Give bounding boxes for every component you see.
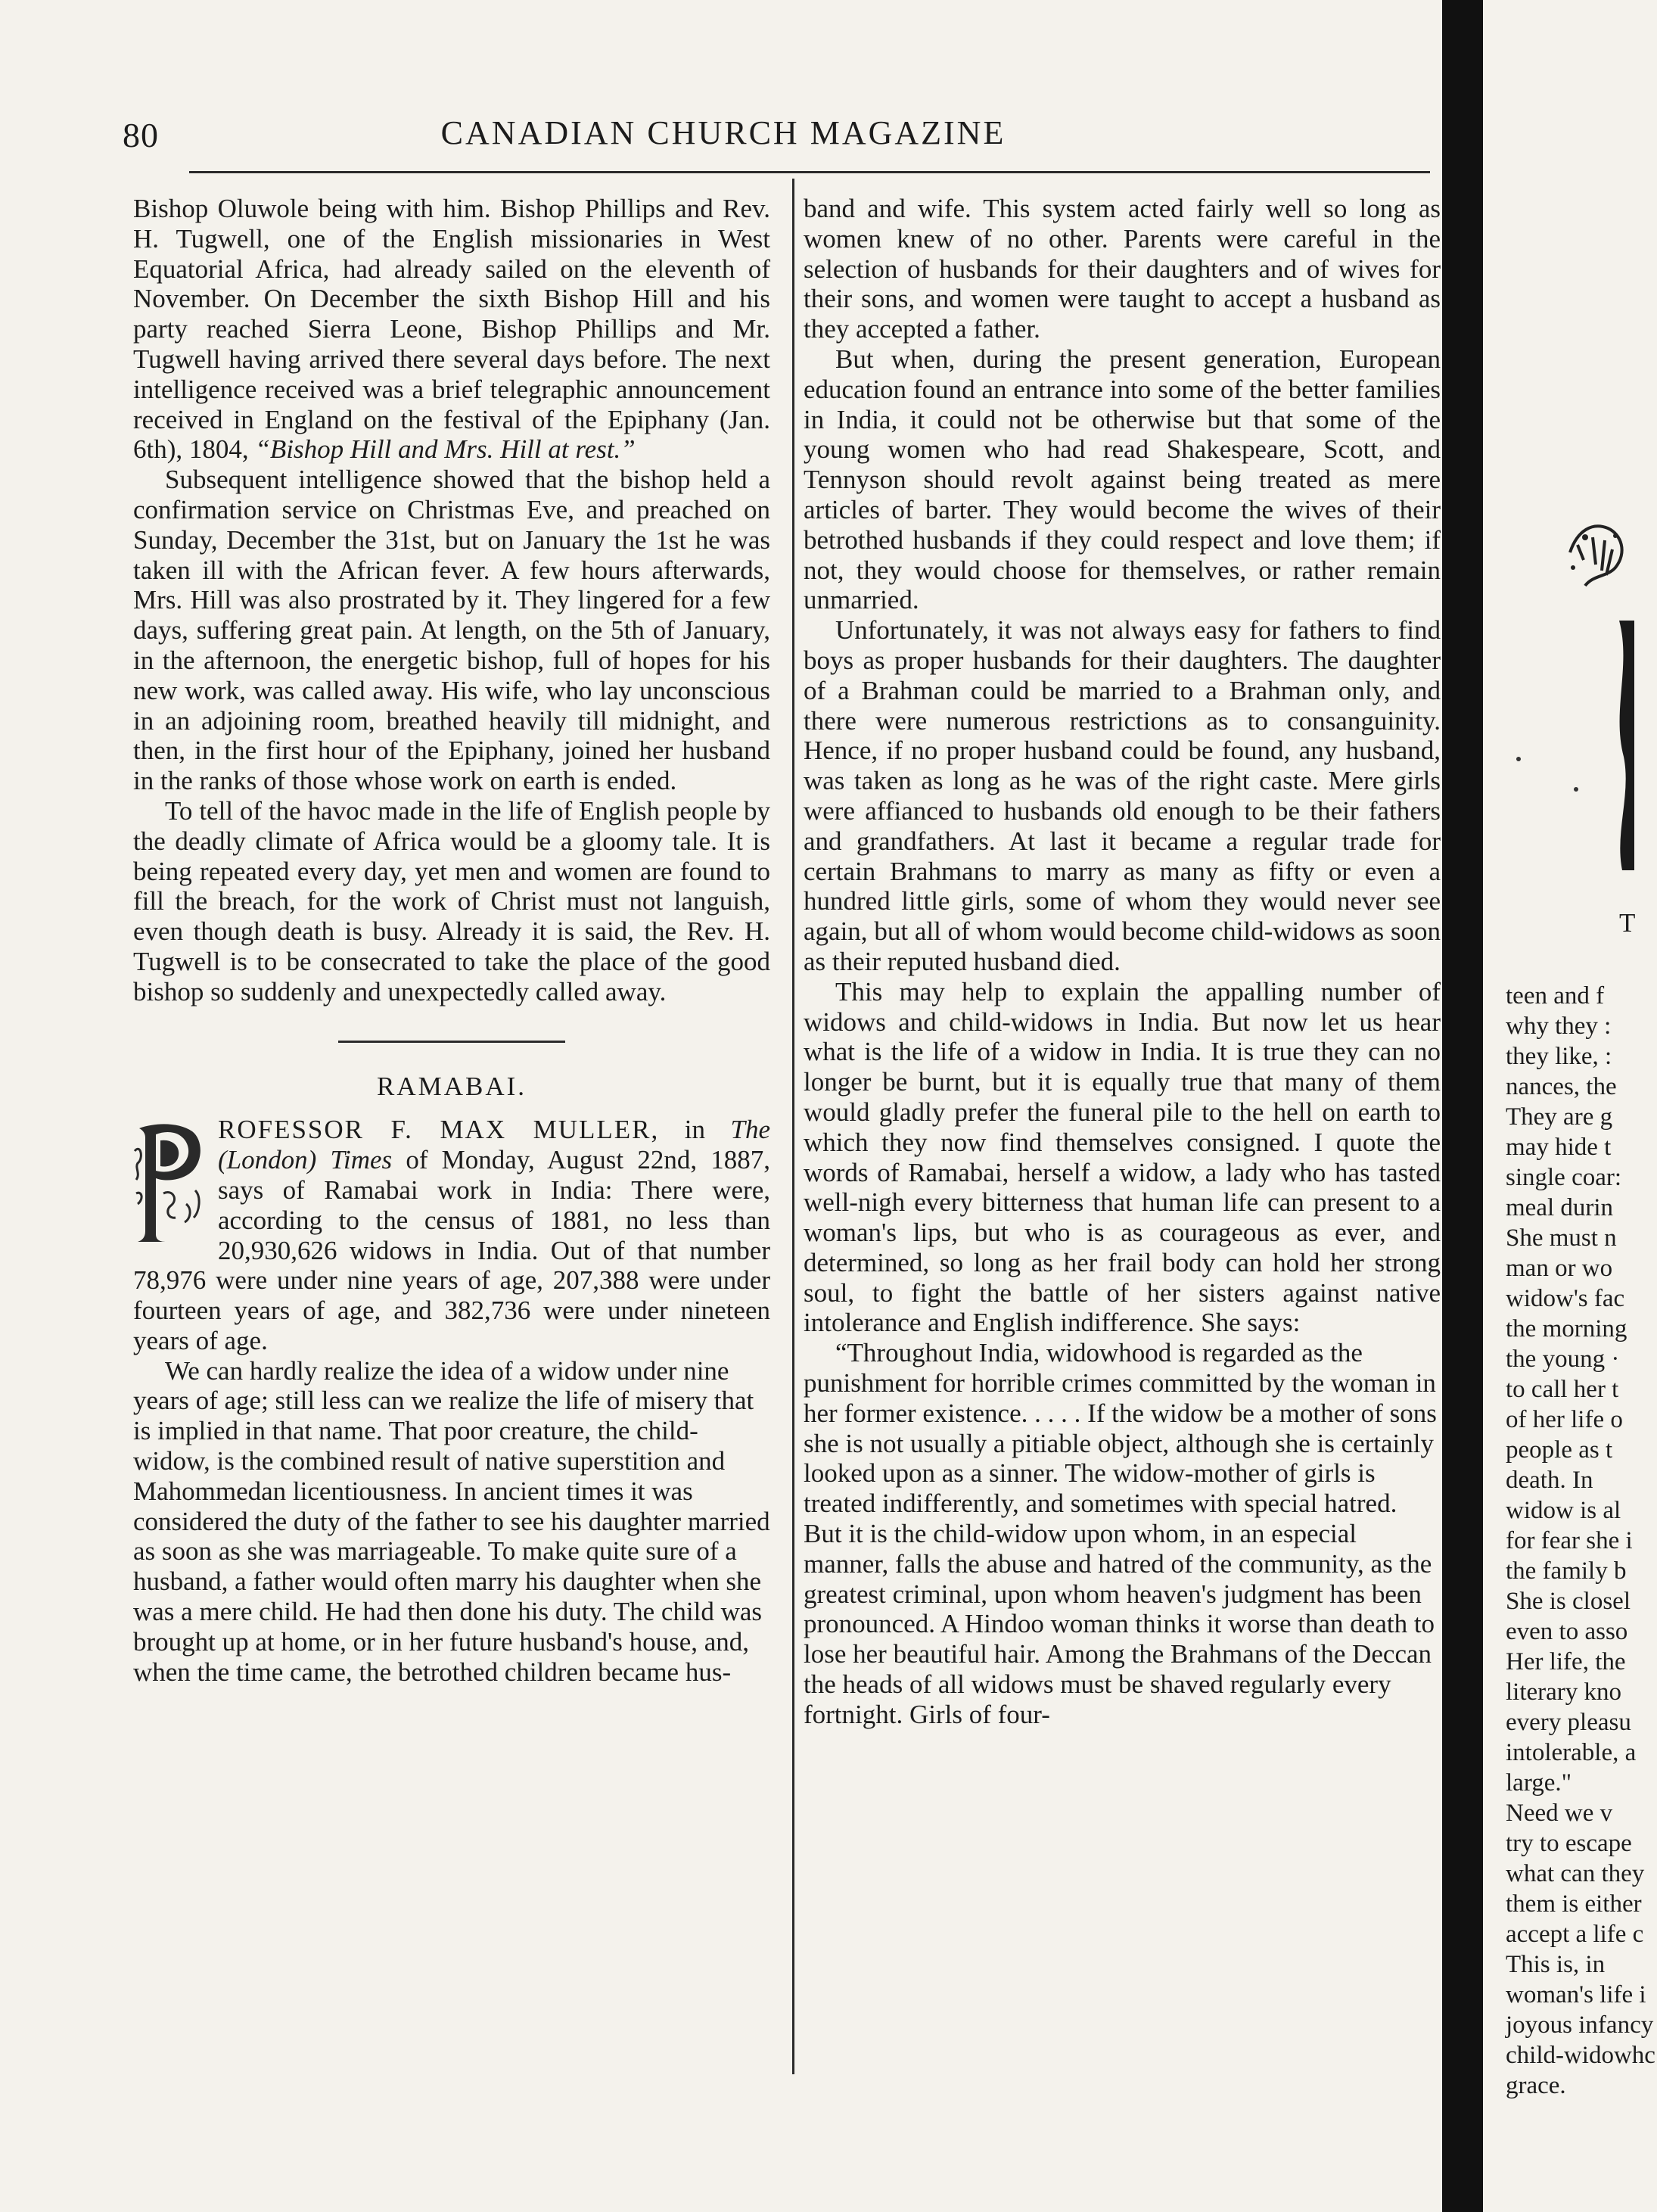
left-paragraph-2: Subsequent intelligence showed that the bishop held a confirmation service on Christmas Eve, and preached on Sunday, December the 31st, but on January the 1st he was taken ill with the African fever. A few hours afterwards, Mrs. Hill was also prostrated by it. They lingered for a few days, suffering great pain. At length, on the 5th of January, in the afternoon, the energetic bishop, full of hopes for his new work, was called away. His wife, who lay unconscious in an adjoining room, breathed heavily till midnight, and then, in the first hour of the Epiphany, joined her husband in the ranks of those whose work on earth is ended. <box>133 465 770 796</box>
left-paragraph-4 <box>133 1115 770 1355</box>
strip-line: for fear she i <box>1506 1527 1633 1554</box>
strip-heading-letter: T <box>1619 908 1636 938</box>
strip-text-lines <box>1506 981 1657 2101</box>
strip-line: even to asso <box>1506 1618 1628 1645</box>
strip-line: joyous infancy <box>1506 2011 1654 2039</box>
right-paragraph-4: This may help to explain the appalling number of widows and child-widows in India. But now let us hear what is the life of a widow in India. It is true they can no longer be burnt, but it is equally true that many of them would gladly prefer the funeral pile to the hell on earth to which they now find themselves consigned. I quote the words of Ramabai, herself a widow, a lady who has tasted well-nigh every bitterness that human life can present to a woman's lips, but who is as courageous as ever, and determined, so long as her frail body can hold her strong soul, to fight the battle of her sisters against native intolerance and English indifference. She says: <box>804 976 1441 1338</box>
strip-line: meal durin <box>1506 1194 1614 1221</box>
strip-line: She must n <box>1506 1224 1617 1252</box>
strip-line: the morning <box>1506 1315 1627 1342</box>
strip-line: widow is al <box>1506 1497 1621 1524</box>
magazine-title: CANADIAN CHURCH MAGAZINE <box>440 114 1006 151</box>
ink-speck <box>1516 757 1521 761</box>
telegram-quote: “Bishop Hill and Mrs. Hill at rest.” <box>255 434 636 465</box>
left-paragraph-4-text: of Monday, August 22nd, 1887, says of Ramabai work in India: There were, according to the census of 1881, no less than 20,930,626 widows in India. Out of that number 78,976 were under nine years of age, 207,388 were under fourteen years of age, and 382,736 were under nineteen years of age. <box>133 1145 771 1355</box>
newspaper-title: The (London) Times <box>218 1115 771 1175</box>
next-page-strip <box>1483 0 1655 2212</box>
strip-line: them is either <box>1506 1890 1642 1918</box>
illustration-fragment-1 <box>1562 522 1631 605</box>
strip-line: try to escape <box>1506 1830 1632 1857</box>
left-paragraph-5: We can hardly realize the idea of a widow under nine years of age; still less can we realize the life of misery that is implied in that name. That poor creature, the child-widow, is the combined result of native superstition and Mahommedan licentiousness. In ancient times it was considered the duty of the father to see his daughter married as soon as she was marriageable. To make quite sure of a husband, a father would often marry his daughter when she was a mere child. He had then done his duty. The child was brought up at home, or in her future husband's house, and, when the time came, the betrothed children became hus- <box>133 1355 770 1687</box>
strip-line: they like, : <box>1506 1043 1612 1070</box>
strip-line: to call her t <box>1506 1376 1619 1403</box>
right-paragraph-1: band and wife. This system acted fairly well so long as women knew of no other. Parents were careful in the selection of husbands for their daughters and of wives for their sons, and women were taught to accept a husband as they accepted a father. <box>804 194 1441 344</box>
left-paragraph-1-text: Bishop Oluwole being with him. Bishop Phillips and Rev. H. Tugwell, one of the English missionaries in West Equatorial Africa, had already sailed on the eleventh of November. On December the sixth Bishop Hill and his party reached Sierra Leone, Bishop Phillips and Mr. Tugwell having arrived there several days before. The next intelligence received was a brief telegraphic announcement received in England on the festival of the Epiphany (Jan. 6th), 1804, <box>133 194 770 465</box>
section-title-ramabai: RAMABAI. <box>376 1071 527 1101</box>
strip-line: intolerable, a <box>1506 1739 1637 1766</box>
right-paragraph-2: But when, during the present generation, European education found an entrance into some of the better families in India, it could not be otherwise but that some of the young women who had read Shakespeare, Scott, and Tennyson should revolt against being treated as mere articles of barter. They would become the wives of their betrothed husbands if they could respect and love them; if not, they would choose for themselves, or rather remain unmarried. <box>804 344 1441 615</box>
strip-line: the young · <box>1506 1346 1620 1373</box>
left-column <box>133 194 770 1687</box>
strip-line: Her life, the <box>1506 1648 1626 1675</box>
strip-line: They are g <box>1506 1103 1613 1131</box>
strip-line: Need we v <box>1506 1800 1613 1827</box>
header-rule <box>189 171 1430 173</box>
right-paragraph-5: “Throughout India, widowhood is regarded as the punishment for horrible crimes committed by the woman in her former existence. . . . . If the widow be a mother of sons she is not usually a pitiable object, although she is certainly looked upon as a sinner. The widow-mother of girls is treated indifferently, and sometimes with special hatred. But it is the child-widow upon whom, in an especial manner, falls the abuse and hatred of the community, as the greatest criminal, upon whom heaven's judgment has been pronounced. A Hindoo woman thinks it worse than death to lose her beautiful hair. Among the Brahmans of the Deccan the heads of all widows must be shaved regularly every fortnight. Girls of four- <box>804 1338 1437 1729</box>
strip-line: widow's fac <box>1506 1285 1625 1312</box>
left-paragraph-3: To tell of the havoc made in the life of English people by the deadly climate of Africa would be a gloomy tale. It is being repeated every day, yet men and women are found to fill the breach, for the work of Christ must not languish, even though death is busy. Already it is said, the Rev. H. Tugwell is to be consecrated to take the place of the good bishop so suddenly and unexpectedly called away. <box>133 795 770 1006</box>
lead-in-word: in <box>684 1115 705 1145</box>
strip-line: accept a life c <box>1506 1921 1644 1948</box>
strip-line: the family b <box>1506 1557 1627 1585</box>
strip-line: what can they <box>1506 1860 1645 1887</box>
strip-line: She is closel <box>1506 1588 1631 1615</box>
strip-line: literary kno <box>1506 1678 1622 1706</box>
ink-speck <box>1574 787 1578 792</box>
scan-edge-bar <box>1442 0 1483 2212</box>
strip-line: woman's life i <box>1506 1981 1646 2008</box>
strip-line: grace. <box>1506 2072 1566 2099</box>
strip-line: child-widowhc <box>1506 2042 1655 2069</box>
illustration-fragment-2 <box>1604 621 1634 870</box>
strip-line: large." <box>1506 1769 1572 1797</box>
right-column <box>804 194 1441 1730</box>
lead-text: ROFESSOR F. MAX MULLER, <box>218 1115 660 1145</box>
left-paragraph-1 <box>133 194 770 465</box>
page-number: 80 <box>123 116 159 154</box>
right-paragraph-3: Unfortunately, it was not always easy for fathers to find boys as proper husbands for their daughters. The daughter of a Brahman could be married to a Brahman only, and there were numerous restrictions as to consanguinity. Hence, if no proper husband could be found, any husband, was taken as long as he was of the right caste. Mere girls were affianced to husbands old enough to be their fathers and grandfathers. At last it became a regular trade for certain Brahmans to marry as many as fifty or even a hundred little girls, some of whom they would never see again, but all of whom would become child-widows as soon as their reputed husband died. <box>804 615 1441 976</box>
strip-line: why they : <box>1506 1013 1612 1040</box>
strip-line: people as t <box>1506 1436 1613 1464</box>
strip-line: man or wo <box>1506 1255 1613 1282</box>
strip-line: death. In <box>1506 1467 1593 1494</box>
column-divider <box>792 179 794 2074</box>
strip-line: This is, in <box>1506 1951 1606 1978</box>
strip-line: may hide t <box>1506 1134 1612 1161</box>
strip-line: every pleasu <box>1506 1709 1631 1736</box>
section-rule <box>338 1041 565 1043</box>
strip-line: teen and f <box>1506 982 1605 1010</box>
strip-line: single coar: <box>1506 1164 1622 1191</box>
drop-cap-p-ornament <box>133 1121 207 1246</box>
strip-line: of her life o <box>1506 1406 1623 1433</box>
strip-line: nances, the <box>1506 1073 1617 1100</box>
